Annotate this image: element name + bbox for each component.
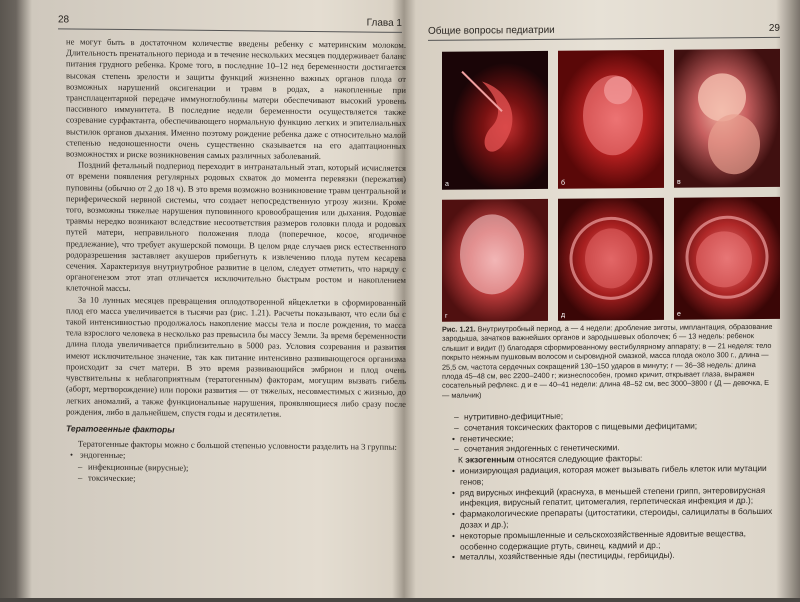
paragraph: Тератогенные факторы можно с большой степенью условности разделить на 3 группы: xyxy=(78,438,397,452)
list-item: • фармакологические препараты (цитостатики, стероиды, салицилаты в больших дозах и др.); xyxy=(448,506,778,530)
right-page-header xyxy=(428,23,780,41)
left-page-number: 28 xyxy=(58,14,70,26)
right-page xyxy=(418,0,790,598)
fetus-illustration xyxy=(558,198,664,321)
left-page-header xyxy=(58,14,402,33)
list-item: • ряд вирусных инфекций (краснуха, в меньшей степени грипп, энтеровирусная инфекция, вирусный гепатит, цитомегалия, герпетическая инфекция и др.); xyxy=(448,484,778,508)
embryo-illustration xyxy=(442,51,548,190)
caption-title: Рис. 1.21. xyxy=(442,324,476,334)
paragraph: не могут быть в достаточном количестве введены ребенку с материнским молоком. Длительность пренатального периода и в течение нескольких месяцев поддерживает баланс питания грудного ребенка. Кроме того, в последние 10–12 нед беременности достигается высокая степень зрелости и защиты функций жизненно важных органов плода от возможных нарушений оксигенации и травм в родах, а накопленные при трансплацентарной передаче иммуноглобулины матери обеспечивают высокий уровень пассивного иммунитета. В последние недели беременности осуществляется также созревание сурфактанта, обеспечивающего нормальную функцию легких и эпителиальных выстилок органов дыхания. Именно поэтому рождение ребенка даже с относительно малой степенью недоношенности очень существенно сказывается на его адаптационных возможностях и риске возникновения самых различных заболеваний. xyxy=(66,36,406,162)
photo-d xyxy=(442,199,548,322)
list-item: – сочетания эндогенных с генетическими. xyxy=(448,441,778,455)
exo-prefix: К xyxy=(458,454,463,465)
right-body-text xyxy=(448,409,778,563)
paragraph: За 10 лунных месяцев превращения оплодотворенной яйцеклетки в сформированный плод его масса увеличивается в тысячи раз (рис. 1.21). Расчеты показывают, что если бы с такой интенсивностью продолжалось накопление массы тела и после рождения, то масса тела взрослого человека в несколько раз превысила бы массу Земли. За время беременности длина плода увеличивается приблизительно в 5000 раз. Условия созревания и развития имеют исключительное значение, так как питание интенсивно развивающегося организма происходит за счет матери. В это время развивающийся эмбрион и плод очень чувствительны к неблагоприятным (тератогенным) факторам, могущим вызвать гибель (аборт, мертворождение) или пороки развития — от тяжелых, несовместимых с жизнью, до легких аномалий, а также функциональные нарушения, проявляющиеся либо сразу после рождения, либо в дальнейшем, спустя годы и десятилетия. xyxy=(66,294,406,419)
subheading-teratogenic: Тератогенные факторы xyxy=(66,423,175,435)
paragraph: Поздний фетальный подпериод переходит в интранатальный этап, который исчисляется от времени появления регулярных родовых схваток до момента перевязки (пережатия) пуповины (обычно от 2 до 18 ч). В это время возможно возникновение травм центральной и периферической нервной системы, что создает непосредственную угрозу жизни. Кроме того, возможны тяжелые нарушения пуповинного кровообращения или дыхания. Родовые травмы нередко возникают вследствие несоответствия размеров головки плода и родовых путей матери, неправильного положения плода (поперечное, косое, ягодичное предлежание), что требует акушерской помощи. В целом ряде случаев риск естественного родоразрешения заставляет акушеров прибегнуть к извлечению плода путем кесарева сечения. Характеризуя внутриутробное развитие в целом, следует отметить, что наряду с органогенезом этот этап отличается исключительно быстрым ростом и накоплением клеточной массы. xyxy=(66,159,406,294)
figure-caption xyxy=(442,322,778,400)
photo-label: г xyxy=(445,312,448,320)
caption-text: Внутриутробный период. а — 4 недели: дробление зиготы, имплантация, образование зародыша, зачатков важнейших органов и зародышевых оболочек; б — 13 недель: ребенок слышит и видит (!) благодаря сформированному вестибулярному аппарату; в — 21 неделя: тело покрыто нежным пушковым волосом и сыровидной смазкой, масса плода около 300 г., длина — 25,5 см, частота сердечных сокращений 130–150 ударов в минуту; г — 36–38 недель: длина плода 45–48 см, вес 2200–2400 г; жизнеспособен, громко кричит, открывает глаза, выражен сосательный рефлекс. д и е — 40–41 недели: длина 48–52 см, вес 3000–3800 г (Д — девочка, Е — мальчик) xyxy=(442,321,773,400)
photo-c xyxy=(674,49,780,188)
fetus-illustration xyxy=(558,50,664,189)
list-item: – токсические; xyxy=(66,472,406,487)
left-page xyxy=(28,0,410,602)
list-item: • эндогенные; xyxy=(66,450,406,465)
photo-label: е xyxy=(677,310,681,318)
list-item: – нутритивно-дефицитные; xyxy=(448,409,778,423)
figure-photos xyxy=(442,49,780,320)
photo-label: а xyxy=(445,180,449,188)
exo-suffix: относятся следующие факторы: xyxy=(517,453,643,465)
list-item: • генетические; xyxy=(448,430,778,444)
chapter-title: Глава 1 xyxy=(366,17,402,29)
section-title: Общие вопросы педиатрии xyxy=(428,24,555,37)
exo-word: экзогенным xyxy=(465,454,515,465)
photo-label: в xyxy=(677,178,681,186)
photo-a xyxy=(442,51,548,190)
photo-e xyxy=(558,198,664,321)
fetus-illustration xyxy=(674,49,780,188)
photo-b xyxy=(558,50,664,189)
fetus-illustration xyxy=(674,197,780,320)
right-page-number: 29 xyxy=(768,22,780,34)
list-item: • металлы, хозяйственные яды (пестициды, гербициды). xyxy=(448,549,778,563)
left-body-text xyxy=(66,36,406,486)
photo-label: б xyxy=(561,179,566,187)
photo-f xyxy=(674,197,780,320)
fetus-illustration xyxy=(442,199,548,322)
list-item: – инфекционные (вирусные); xyxy=(66,461,406,476)
photo-label: д xyxy=(561,311,566,319)
list-item: – сочетания токсических факторов с пищевыми дефицитами; xyxy=(448,420,778,434)
list-item: • ионизирующая радиация, которая может вызывать гибель клеток или мутации генов; xyxy=(448,463,778,487)
list-item: • некоторые промышленные и сельскохозяйственные ядовитые вещества, особенно содержащие ртуть, свинец, кадмий и др.; xyxy=(448,528,778,552)
